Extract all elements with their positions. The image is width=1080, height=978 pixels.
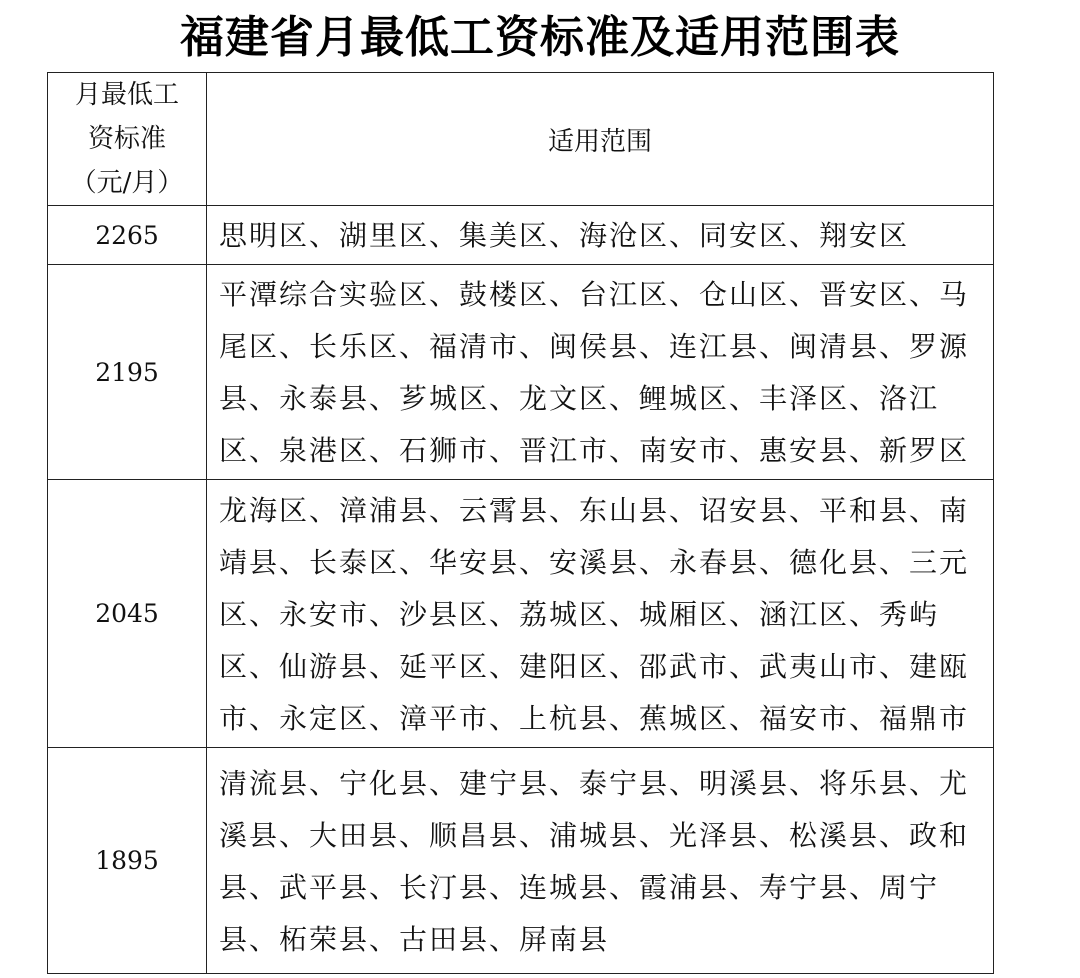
table-row [48, 480, 994, 748]
header-scope-cell: 适用范围 [207, 73, 994, 206]
standard-cell: 2195 [48, 265, 207, 480]
standard-cell: 1895 [48, 748, 207, 974]
scope-cell: 思明区、湖里区、集美区、海沧区、同安区、翔安区 [207, 206, 994, 265]
table-row [48, 206, 994, 265]
table-row [48, 265, 994, 480]
standard-cell: 2045 [48, 480, 207, 748]
scope-cell: 龙海区、漳浦县、云霄县、东山县、诏安县、平和县、南靖县、长泰区、华安县、安溪县、永春县、德化县、三元区、永安市、沙县区、荔城区、城厢区、涵江区、秀屿区、仙游县、延平区、建阳区、邵武市、武夷山市、建瓯市、永定区、漳平市、上杭县、蕉城区、福安市、福鼎市 [207, 480, 994, 748]
table-row [48, 748, 994, 974]
table-header-row [48, 73, 994, 206]
document-title: 福建省月最低工资标准及适用范围表 [180, 12, 900, 63]
header-standard-line-3: （元/月） [70, 168, 184, 198]
header-standard-cell [48, 73, 207, 206]
header-standard-line-2: 资标准 [87, 124, 166, 154]
header-standard-line-1: 月最低工 [74, 80, 179, 110]
scope-cell: 平潭综合实验区、鼓楼区、台江区、仓山区、晋安区、马尾区、长乐区、福清市、闽侯县、连江县、闽清县、罗源县、永泰县、芗城区、龙文区、鲤城区、丰泽区、洛江区、泉港区、石狮市、晋江市、南安市、惠安县、新罗区 [207, 265, 994, 480]
standard-cell: 2265 [48, 206, 207, 265]
scope-cell: 清流县、宁化县、建宁县、泰宁县、明溪县、将乐县、尤溪县、大田县、顺昌县、浦城县、光泽县、松溪县、政和县、武平县、长汀县、连城县、霞浦县、寿宁县、周宁县、柘荣县、古田县、屏南县 [207, 748, 994, 974]
wage-standard-table [47, 72, 994, 974]
